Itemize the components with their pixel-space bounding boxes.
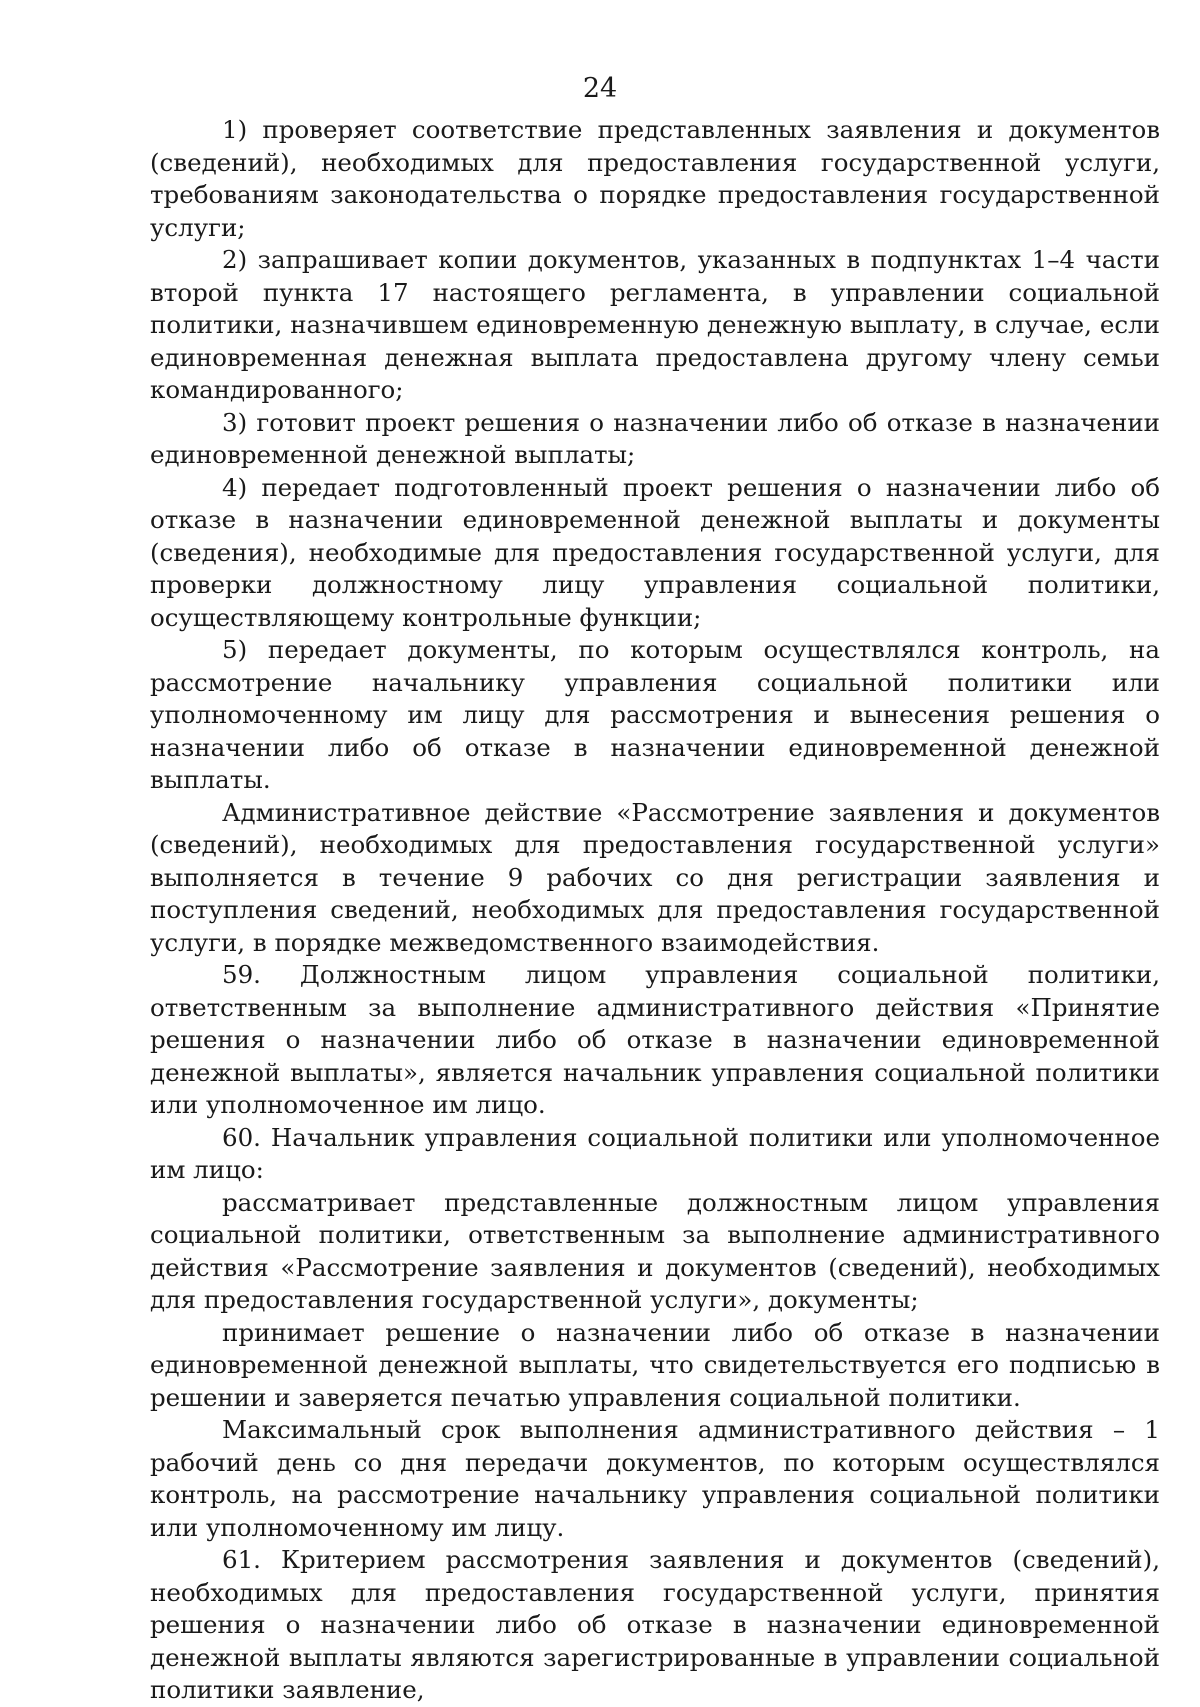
paragraph-60-reviews: рассматривает представленные должностным лицом управления социальной политики, ответственным за выполнение административного действия «Рассмотрение заявления и документов (сведений), необходимых для предоставления государственной услуги», документы; — [150, 1187, 1160, 1314]
page-number: 24 — [582, 73, 618, 104]
paragraph-item-2: 2) запрашивает копии документов, указанных в подпунктах 1–4 части второй пункта 17 настоящего регламента, в управлении социальной политики, назначившем единовременную денежную выплату, в случае, если единовременная денежная выплата предоставлена другому члену семьи командированного; — [150, 245, 1160, 404]
paragraph-item-1: 1) проверяет соответствие представленных заявления и документов (сведений), необходимых для предоставления государственной услуги, требованиям законодательства о порядке предоставления государственной услуги; — [150, 115, 1160, 242]
paragraph-60-decides: принимает решение о назначении либо об отказе в назначении единовременной денежной выплаты, что свидетельствуется его подписью в решении и заверяется печатью управления социальной политики. — [150, 1317, 1160, 1412]
paragraph-item-5: 5) передает документы, по которым осуществлялся контроль, на рассмотрение начальнику управления социальной политики или уполномоченному им лицу для рассмотрения и вынесения решения о назначении либо об отказе в назначении единовременной денежной выплаты. — [150, 635, 1160, 794]
paragraph-61: 61. Критерием рассмотрения заявления и документов (сведений), необходимых для предоставления государственной услуги, принятия решения о назначении либо об отказе в назначении единовременной денежной выплаты являются зарегистрированные в управлении социальной политики заявление, — [150, 1545, 1160, 1704]
paragraph-max-term: Максимальный срок выполнения административного действия – 1 рабочий день со дня передачи документов, по которым осуществлялся контроль, на рассмотрение начальнику управления социальной политики или уполномоченному им лицу. — [150, 1415, 1160, 1542]
paragraph-59: 59. Должностным лицом управления социальной политики, ответственным за выполнение административного действия «Принятие решения о назначении либо об отказе в назначении единовременной денежной выплаты», является начальник управления социальной политики или уполномоченное им лицо. — [150, 960, 1160, 1119]
paragraph-admin-action: Административное действие «Рассмотрение заявления и документов (сведений), необходимых для предоставления государственной услуги» выполняется в течение 9 рабочих со дня регистрации заявления и поступления сведений, необходимых для предоставления государственной услуги, в порядке межведомственного взаимодействия. — [150, 797, 1160, 957]
paragraph-item-4: 4) передает подготовленный проект решения о назначении либо об отказе в назначении единовременной денежной выплаты и документы (сведения), необходимые для предоставления государственной услуги, для проверки должностному лицу управления социальной политики, осуществляющему контрольные функции; — [150, 472, 1160, 632]
document-body — [150, 114, 1160, 1707]
paragraph-60: 60. Начальник управления социальной политики или уполномоченное им лицо: — [150, 1122, 1160, 1184]
paragraph-item-3: 3) готовит проект решения о назначении либо об отказе в назначении единовременной денежной выплаты; — [150, 407, 1160, 469]
